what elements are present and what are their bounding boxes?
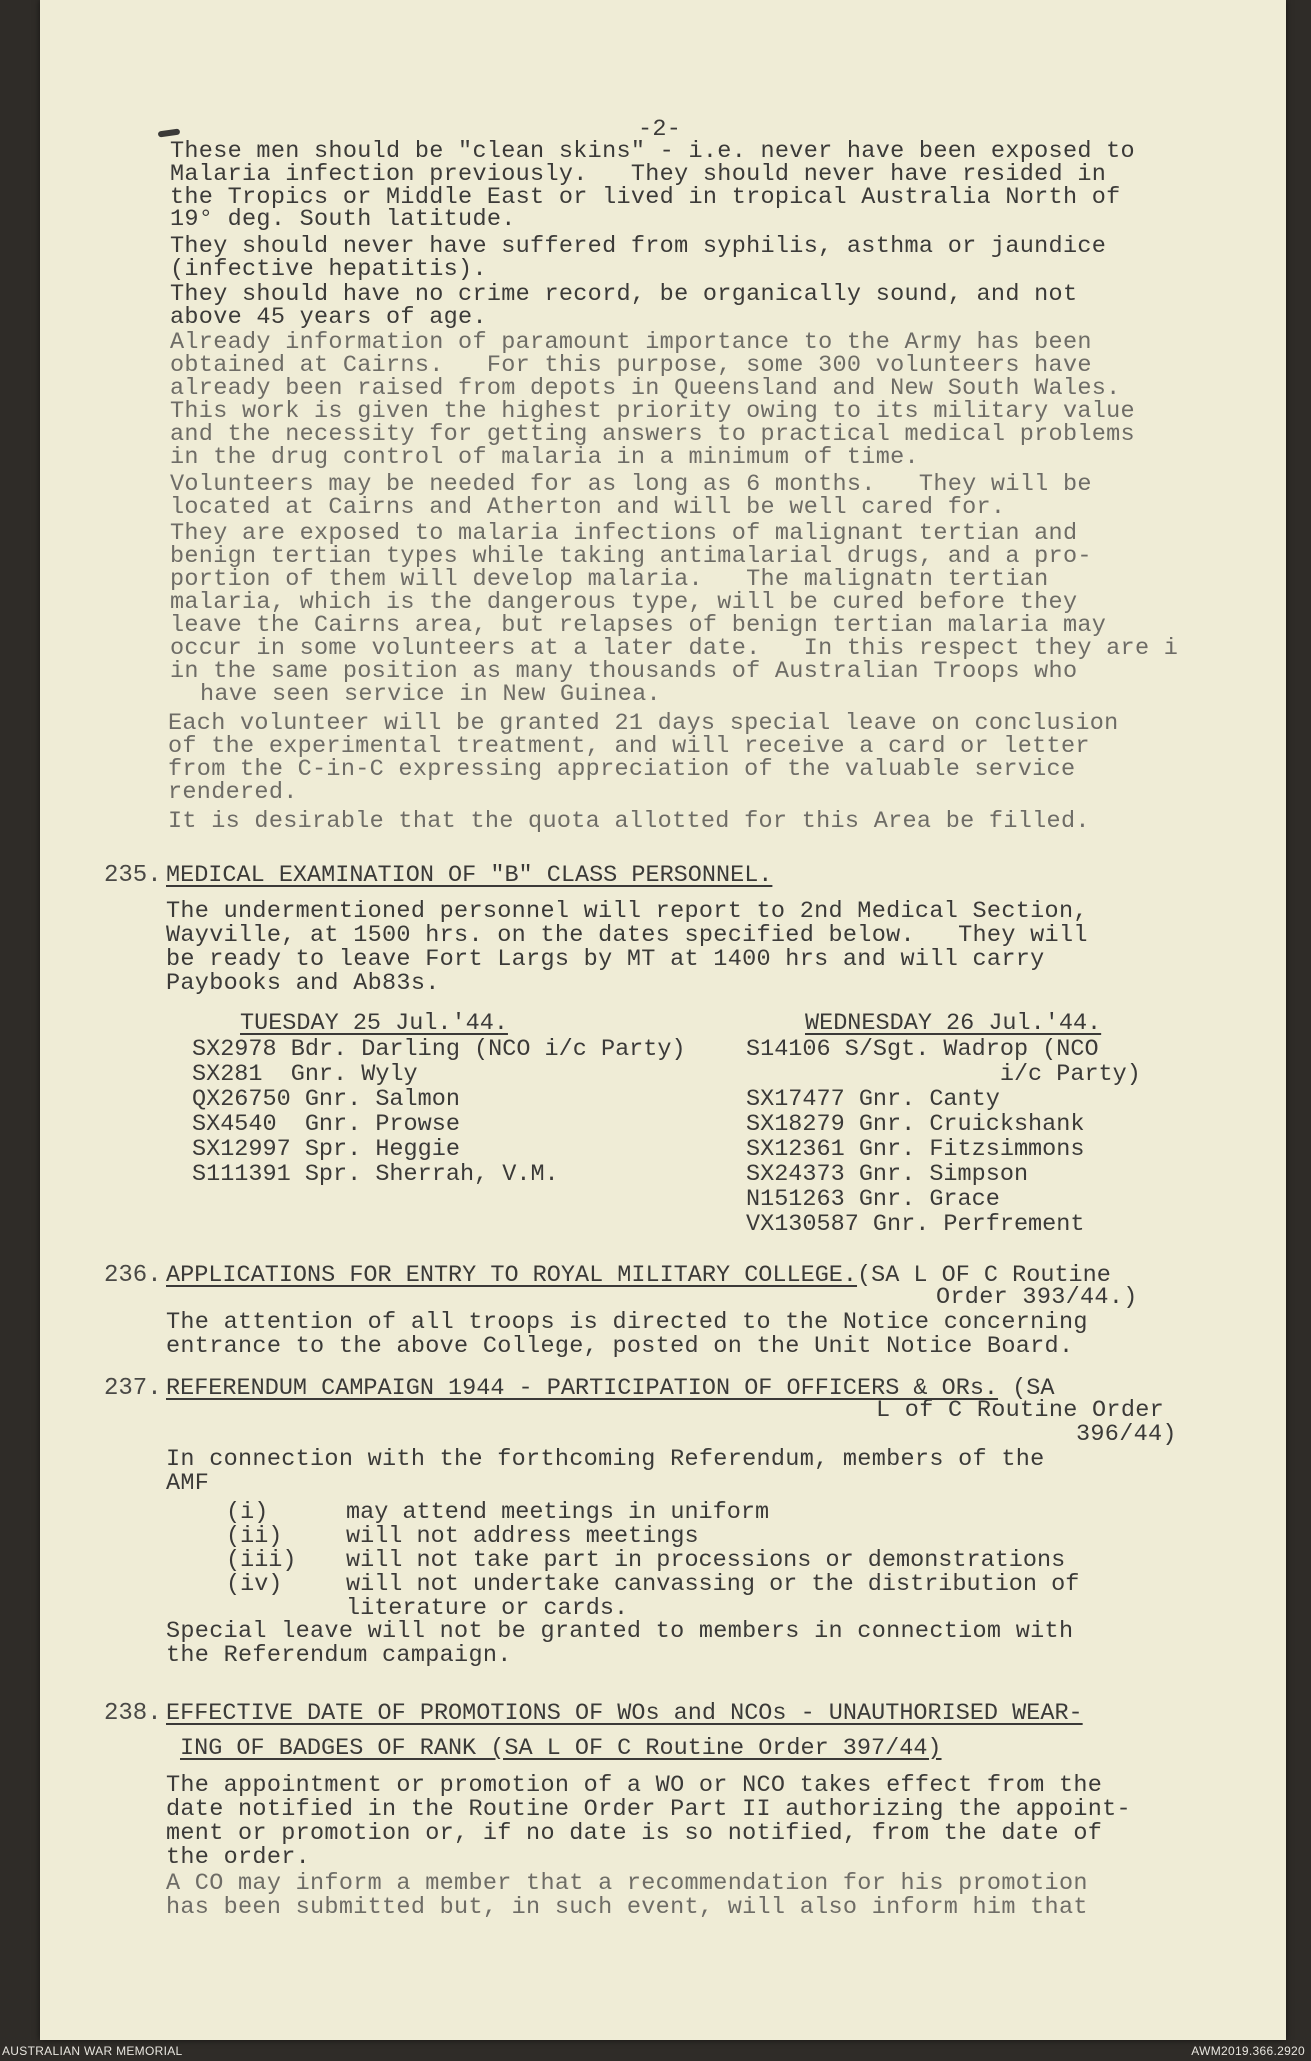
list-item: SX12361 Gnr. Fitzsimmons xyxy=(746,1136,1085,1163)
section-237-closing: Special leave will not be granted to members in connectiom with xyxy=(166,1618,1074,1645)
list-item: literature or cards. xyxy=(346,1595,629,1622)
intro-line: Already information of paramount importance to the Army has been xyxy=(170,329,1092,356)
intro-line: leave the Cairns area, but relapses of benign tertian malaria may xyxy=(170,612,1107,639)
intro-line: have seen service in New Guinea. xyxy=(200,681,661,708)
list-item: will not undertake canvassing or the distribution of xyxy=(346,1571,1080,1598)
list-item: i/c Party) xyxy=(746,1061,1141,1088)
document-page xyxy=(40,0,1286,2040)
list-item-number: (iii) xyxy=(226,1547,297,1574)
section-heading-236-text: APPLICATIONS FOR ENTRY TO ROYAL MILITARY COLLEGE. xyxy=(166,1262,858,1289)
list-item: SX4540 Gnr. Prowse xyxy=(192,1111,460,1138)
list-item: SX2978 Bdr. Darling (NCO i/c Party) xyxy=(192,1036,686,1063)
hole-punch-mark xyxy=(158,128,181,137)
section-238-line: ment or promotion or, if no date is so notified, from the date of xyxy=(166,1820,1103,1847)
section-236-line: entrance to the above College, posted on the Unit Notice Board. xyxy=(166,1333,1074,1360)
section-237-ref-cont: L of C Routine Order xyxy=(876,1397,1165,1424)
intro-line: They should never have suffered from syphilis, asthma or jaundice xyxy=(170,233,1107,260)
intro-line: Volunteers may be needed for as long as 6 months. They will be xyxy=(170,471,1092,498)
list-item: SX18279 Gnr. Cruickshank xyxy=(746,1111,1085,1138)
section-number-237: 237. xyxy=(104,1375,162,1402)
intro-line: occur in some volunteers at a later date. In this respect they are i xyxy=(170,635,1179,662)
section-236-ref-cont: Order 393/44.) xyxy=(936,1284,1138,1311)
section-235-line: Paybooks and Ab83s. xyxy=(166,970,440,997)
intro-line: located at Cairns and Atherton and will be well cared for. xyxy=(170,494,1006,521)
intro-line: Each volunteer will be granted 21 days special leave on conclusion xyxy=(168,710,1119,737)
list-item: may attend meetings in uniform xyxy=(346,1499,770,1526)
section-238-line: the order. xyxy=(166,1844,311,1871)
section-237-closing: the Referendum campaign. xyxy=(166,1642,512,1669)
intro-line: 19° deg. South latitude. xyxy=(170,206,516,233)
intro-line: malaria, which is the dangerous type, will be cured before they xyxy=(170,589,1078,616)
section-238-line: has been submitted but, in such event, will also inform him that xyxy=(166,1894,1088,1921)
list-item: VX130587 Gnr. Perfrement xyxy=(746,1211,1085,1238)
section-237-ref: (SA xyxy=(1012,1375,1055,1402)
section-235-line: be ready to leave Fort Largs by MT at 1400 hrs and will carry xyxy=(166,946,1045,973)
section-238-line: A CO may inform a member that a recommendation for his promotion xyxy=(166,1870,1088,1897)
section-heading-237-text: REFERENDUM CAMPAIGN 1944 - PARTICIPATION OF OFFICERS & ORs. xyxy=(166,1375,999,1402)
list-item: SX17477 Gnr. Canty xyxy=(746,1086,1000,1113)
intro-line: Malaria infection previously. They should never have resided in xyxy=(170,161,1107,188)
section-235-line: The undermentioned personnel will report to 2nd Medical Section, xyxy=(166,898,1088,925)
section-number-236: 236. xyxy=(104,1262,162,1289)
list-item: will not take part in processions or demonstrations xyxy=(346,1547,1066,1574)
intro-line: (infective hepatitis). xyxy=(170,256,487,283)
intro-line: in the drug control of malaria in a minimum of time. xyxy=(170,444,919,471)
list-item-number: (ii) xyxy=(226,1523,283,1550)
wednesday-heading: WEDNESDAY 26 Jul.'44. xyxy=(805,1010,1102,1037)
list-item-number: (i) xyxy=(226,1499,269,1526)
intro-line: the Tropics or Middle East or lived in tropical Australia North of xyxy=(170,184,1121,211)
section-heading-238-cont: ING OF BADGES OF RANK (SA L OF C Routine Order 397/44) xyxy=(180,1735,942,1762)
intro-line: obtained at Cairns. For this purpose, some 300 volunteers have xyxy=(170,352,1092,379)
section-236-line: The attention of all troops is directed to the Notice concerning xyxy=(166,1309,1088,1336)
page-number: -2- xyxy=(638,116,682,143)
section-237-line: AMF xyxy=(166,1470,210,1497)
intro-line: They should have no crime record, be organically sound, and not xyxy=(170,281,1078,308)
section-235-line: Wayville, at 1500 hrs. on the dates specified below. They will xyxy=(166,922,1088,949)
section-number-238: 238. xyxy=(104,1700,162,1727)
section-heading-235: MEDICAL EXAMINATION OF "B" CLASS PERSONNEL. xyxy=(166,862,773,889)
intro-line: in the same position as many thousands of Australian Troops who xyxy=(170,658,1078,685)
intro-line: above 45 years of age. xyxy=(170,304,487,331)
list-item: S111391 Spr. Sherrah, V.M. xyxy=(192,1161,559,1188)
section-heading-238: EFFECTIVE DATE OF PROMOTIONS OF WOs and NCOs - UNAUTHORISED WEAR- xyxy=(166,1700,1083,1727)
tuesday-heading: TUESDAY 25 Jul.'44. xyxy=(240,1010,508,1037)
intro-line: of the experimental treatment, and will receive a card or letter xyxy=(168,733,1090,760)
list-item-number: (iv) xyxy=(226,1571,283,1598)
intro-line: benign tertian types while taking antimalarial drugs, and a pro- xyxy=(170,543,1092,570)
list-item: SX12997 Spr. Heggie xyxy=(192,1136,460,1163)
section-236-ref: (SA L OF C Routine xyxy=(857,1262,1111,1289)
footer-archive-name: AUSTRALIAN WAR MEMORIAL xyxy=(2,2044,183,2058)
intro-line: These men should be "clean skins" - i.e. never have been exposed to xyxy=(170,138,1135,165)
section-237-line: In connection with the forthcoming Referendum, members of the xyxy=(166,1446,1045,1473)
section-237-ref-cont: 396/44) xyxy=(1076,1421,1177,1448)
footer-accession-number: AWM2019.366.2920 xyxy=(1191,2044,1305,2058)
list-item: S14106 S/Sgt. Wadrop (NCO xyxy=(746,1036,1099,1063)
intro-line: already been raised from depots in Queensland and New South Wales. xyxy=(170,375,1121,402)
list-item: N151263 Gnr. Grace xyxy=(746,1186,1000,1213)
list-item: SX281 Gnr. Wyly xyxy=(192,1061,418,1088)
intro-line: and the necessity for getting answers to practical medical problems xyxy=(170,421,1135,448)
intro-line: portion of them will develop malaria. The malignatn tertian xyxy=(170,566,1049,593)
intro-line: They are exposed to malaria infections of malignant tertian and xyxy=(170,520,1078,547)
intro-line: This work is given the highest priority owing to its military value xyxy=(170,398,1135,425)
list-item: SX24373 Gnr. Simpson xyxy=(746,1161,1029,1188)
intro-line: from the C-in-C expressing appreciation of the valuable service xyxy=(168,756,1076,783)
section-number-235: 235. xyxy=(104,862,162,889)
list-item: will not address meetings xyxy=(346,1523,699,1550)
section-238-line: The appointment or promotion of a WO or NCO takes effect from the xyxy=(166,1772,1103,1799)
intro-line: rendered. xyxy=(168,779,298,806)
list-item: QX26750 Gnr. Salmon xyxy=(192,1086,460,1113)
section-238-line: date notified in the Routine Order Part II authorizing the appoint- xyxy=(166,1796,1131,1823)
intro-line: It is desirable that the quota allotted for this Area be filled. xyxy=(168,808,1090,835)
